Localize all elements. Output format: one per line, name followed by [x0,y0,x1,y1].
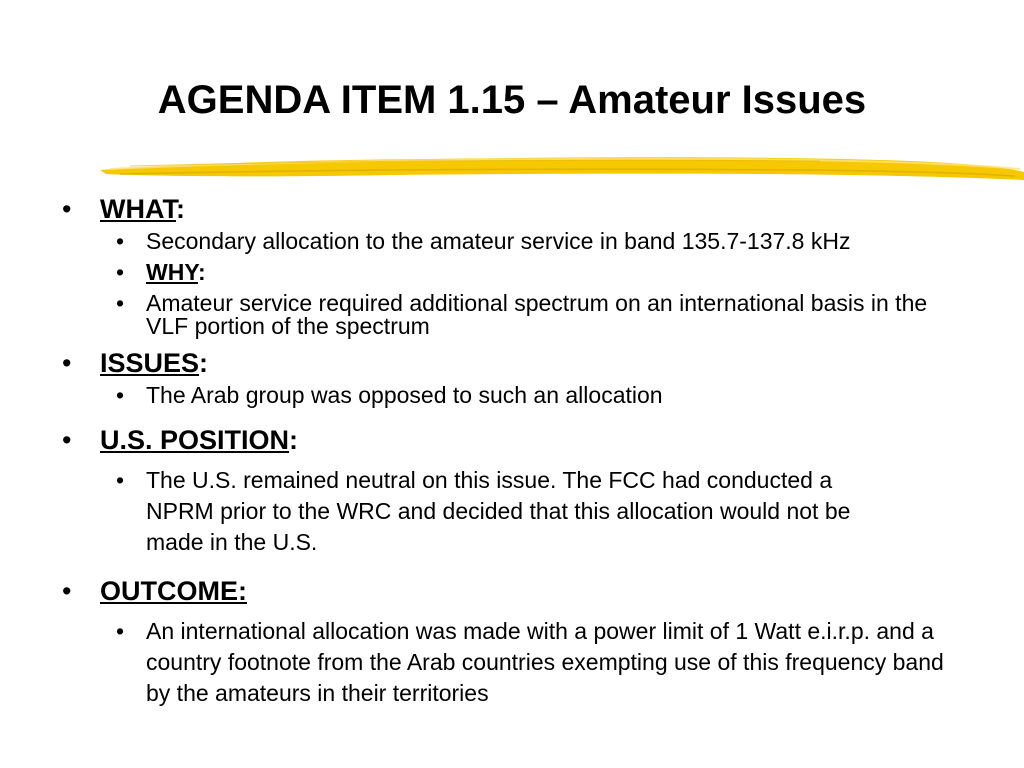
section-heading [100,425,298,455]
list-item-text: An international allocation was made with a power limit of 1 Watt e.i.r.p. and a country footnote from the Arab countries exempting use of this frequency band by the amateurs in their territories [146,618,944,706]
bullet: • [116,259,125,285]
list-item [62,384,972,407]
list-item-text: The U.S. remained neutral on this issue. The FCC had conducted a NPRM prior to the WRC and decided that this allocation would not be made in the U.S. [146,467,851,555]
list-item [62,465,906,558]
bullet: • [116,290,125,316]
why-heading-suffix: : [197,259,206,285]
section-heading-label: OUTCOME: [100,576,247,606]
section-heading-label: WHAT [100,194,176,224]
section-outcome [62,574,972,608]
bullet: • [62,576,72,606]
bullet: • [116,467,125,493]
section-heading-suffix: : [289,425,299,455]
bullet: • [116,228,125,254]
list-item-text: The Arab group was opposed to such an allocation [146,382,663,408]
list-item-text: Amateur service required additional spectrum on an international basis in the VLF portion of the spectrum [146,290,928,339]
slide-content [62,192,972,709]
list-item-why [62,261,972,284]
section-heading-label: U.S. POSITION [100,425,290,455]
section-heading-label: ISSUES [100,348,200,378]
section-what [62,192,972,226]
list-item [62,616,972,709]
why-heading-label: WHY [146,259,198,285]
section-issues [62,346,972,380]
bullet: • [62,348,72,378]
list-item-text: Secondary allocation to the amateur service in band 135.7-137.8 kHz [146,228,851,254]
section-heading [100,348,208,378]
slide-title: AGENDA ITEM 1.15 – Amateur Issues [157,78,867,122]
section-heading-suffix: : [199,348,209,378]
title-underline-brushstroke [100,150,1024,186]
section-us-position [62,423,972,457]
bullet: • [116,382,125,408]
why-heading [146,259,206,285]
bullet: • [62,425,72,455]
list-item [62,292,972,338]
bullet: • [62,194,72,224]
list-item [62,230,972,253]
section-heading [100,576,247,606]
section-heading [100,194,185,224]
section-heading-suffix: : [175,194,185,224]
bullet: • [116,618,125,644]
